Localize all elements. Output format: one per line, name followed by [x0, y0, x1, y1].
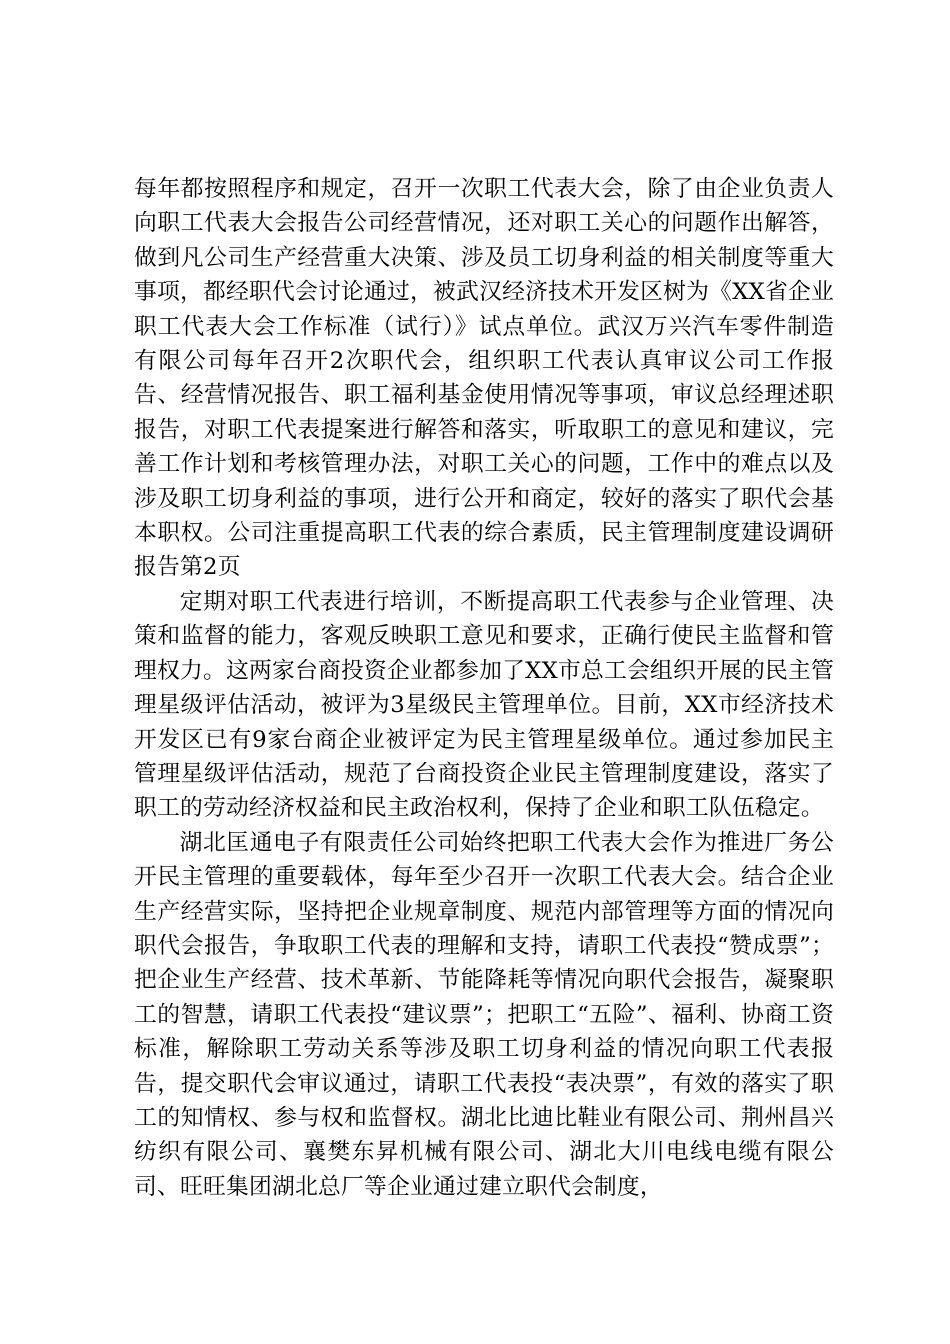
- paragraph-3: 湖北匡通电子有限责任公司始终把职工代表大会作为推进厂务公开民主管理的重要载体，每年至少召开一次职工代表大会。结合企业生产经营实际，坚持把企业规章制度、规范内部管理等方面的情况向职代会报告，争取职工代表的理解和支持，请职工代表投“赞成票”；把企业生产经营、技术革新、节能降耗等情况向职代会报告，凝聚职工的智慧，请职工代表投“建议票”；把职工“五险”、福利、协商工资标准，解除职工劳动关系等涉及职工切身利益的情况向职工代表报告，提交职代会审议通过，请职工代表投“表决票”，有效的落实了职工的知情权、参与权和监督权。湖北比迪比鞋业有限公司、荆州昌兴纺织有限公司、襄樊东昇机械有限公司、湖北大川电线电缆有限公司、旺旺集团湖北总厂等企业通过建立职代会制度，: [134, 829, 834, 1200]
- paragraph-1: 每年都按照程序和规定，召开一次职工代表大会，除了由企业负责人向职工代表大会报告公司经营情况，还对职工关心的问题作出解答，做到凡公司生产经营重大决策、涉及员工切身利益的相关制度等重大事项，都经职代会讨论通过，被武汉经济技术开发区树为《XX省企业职工代表大会工作标准（试行）》试点单位。武汉万兴汽车零件制造有限公司每年召开2次职代会，组织职工代表认真审议公司工作报告、经营情况报告、职工福利基金使用情况等事项，审议总经理述职报告，对职工代表提案进行解答和落实，听取职工的意见和建议，完善工作计划和考核管理办法，对职工关心的问题，工作中的难点以及涉及职工切身利益的事项，进行公开和商定，较好的落实了职代会基本职权。公司注重提高职工代表的综合素质，民主管理制度建设调研报告第2页: [134, 176, 834, 581]
- paragraph-2: 定期对职工代表进行培训，不断提高职工代表参与企业管理、决策和监督的能力，客观反映职工意见和要求，正确行使民主监督和管理权力。这两家台商投资企业都参加了XX市总工会组织开展的民主管理星级评估活动，被评为3星级民主管理单位。目前，XX市经济技术开发区已有9家台商企业被评定为民主管理星级单位。通过参加民主管理星级评估活动，规范了台商投资企业民主管理制度建设，落实了职工的劳动经济权益和民主政治权利，保持了企业和职工队伍稳定。: [134, 588, 834, 822]
- document-page: [134, 172, 834, 1204]
